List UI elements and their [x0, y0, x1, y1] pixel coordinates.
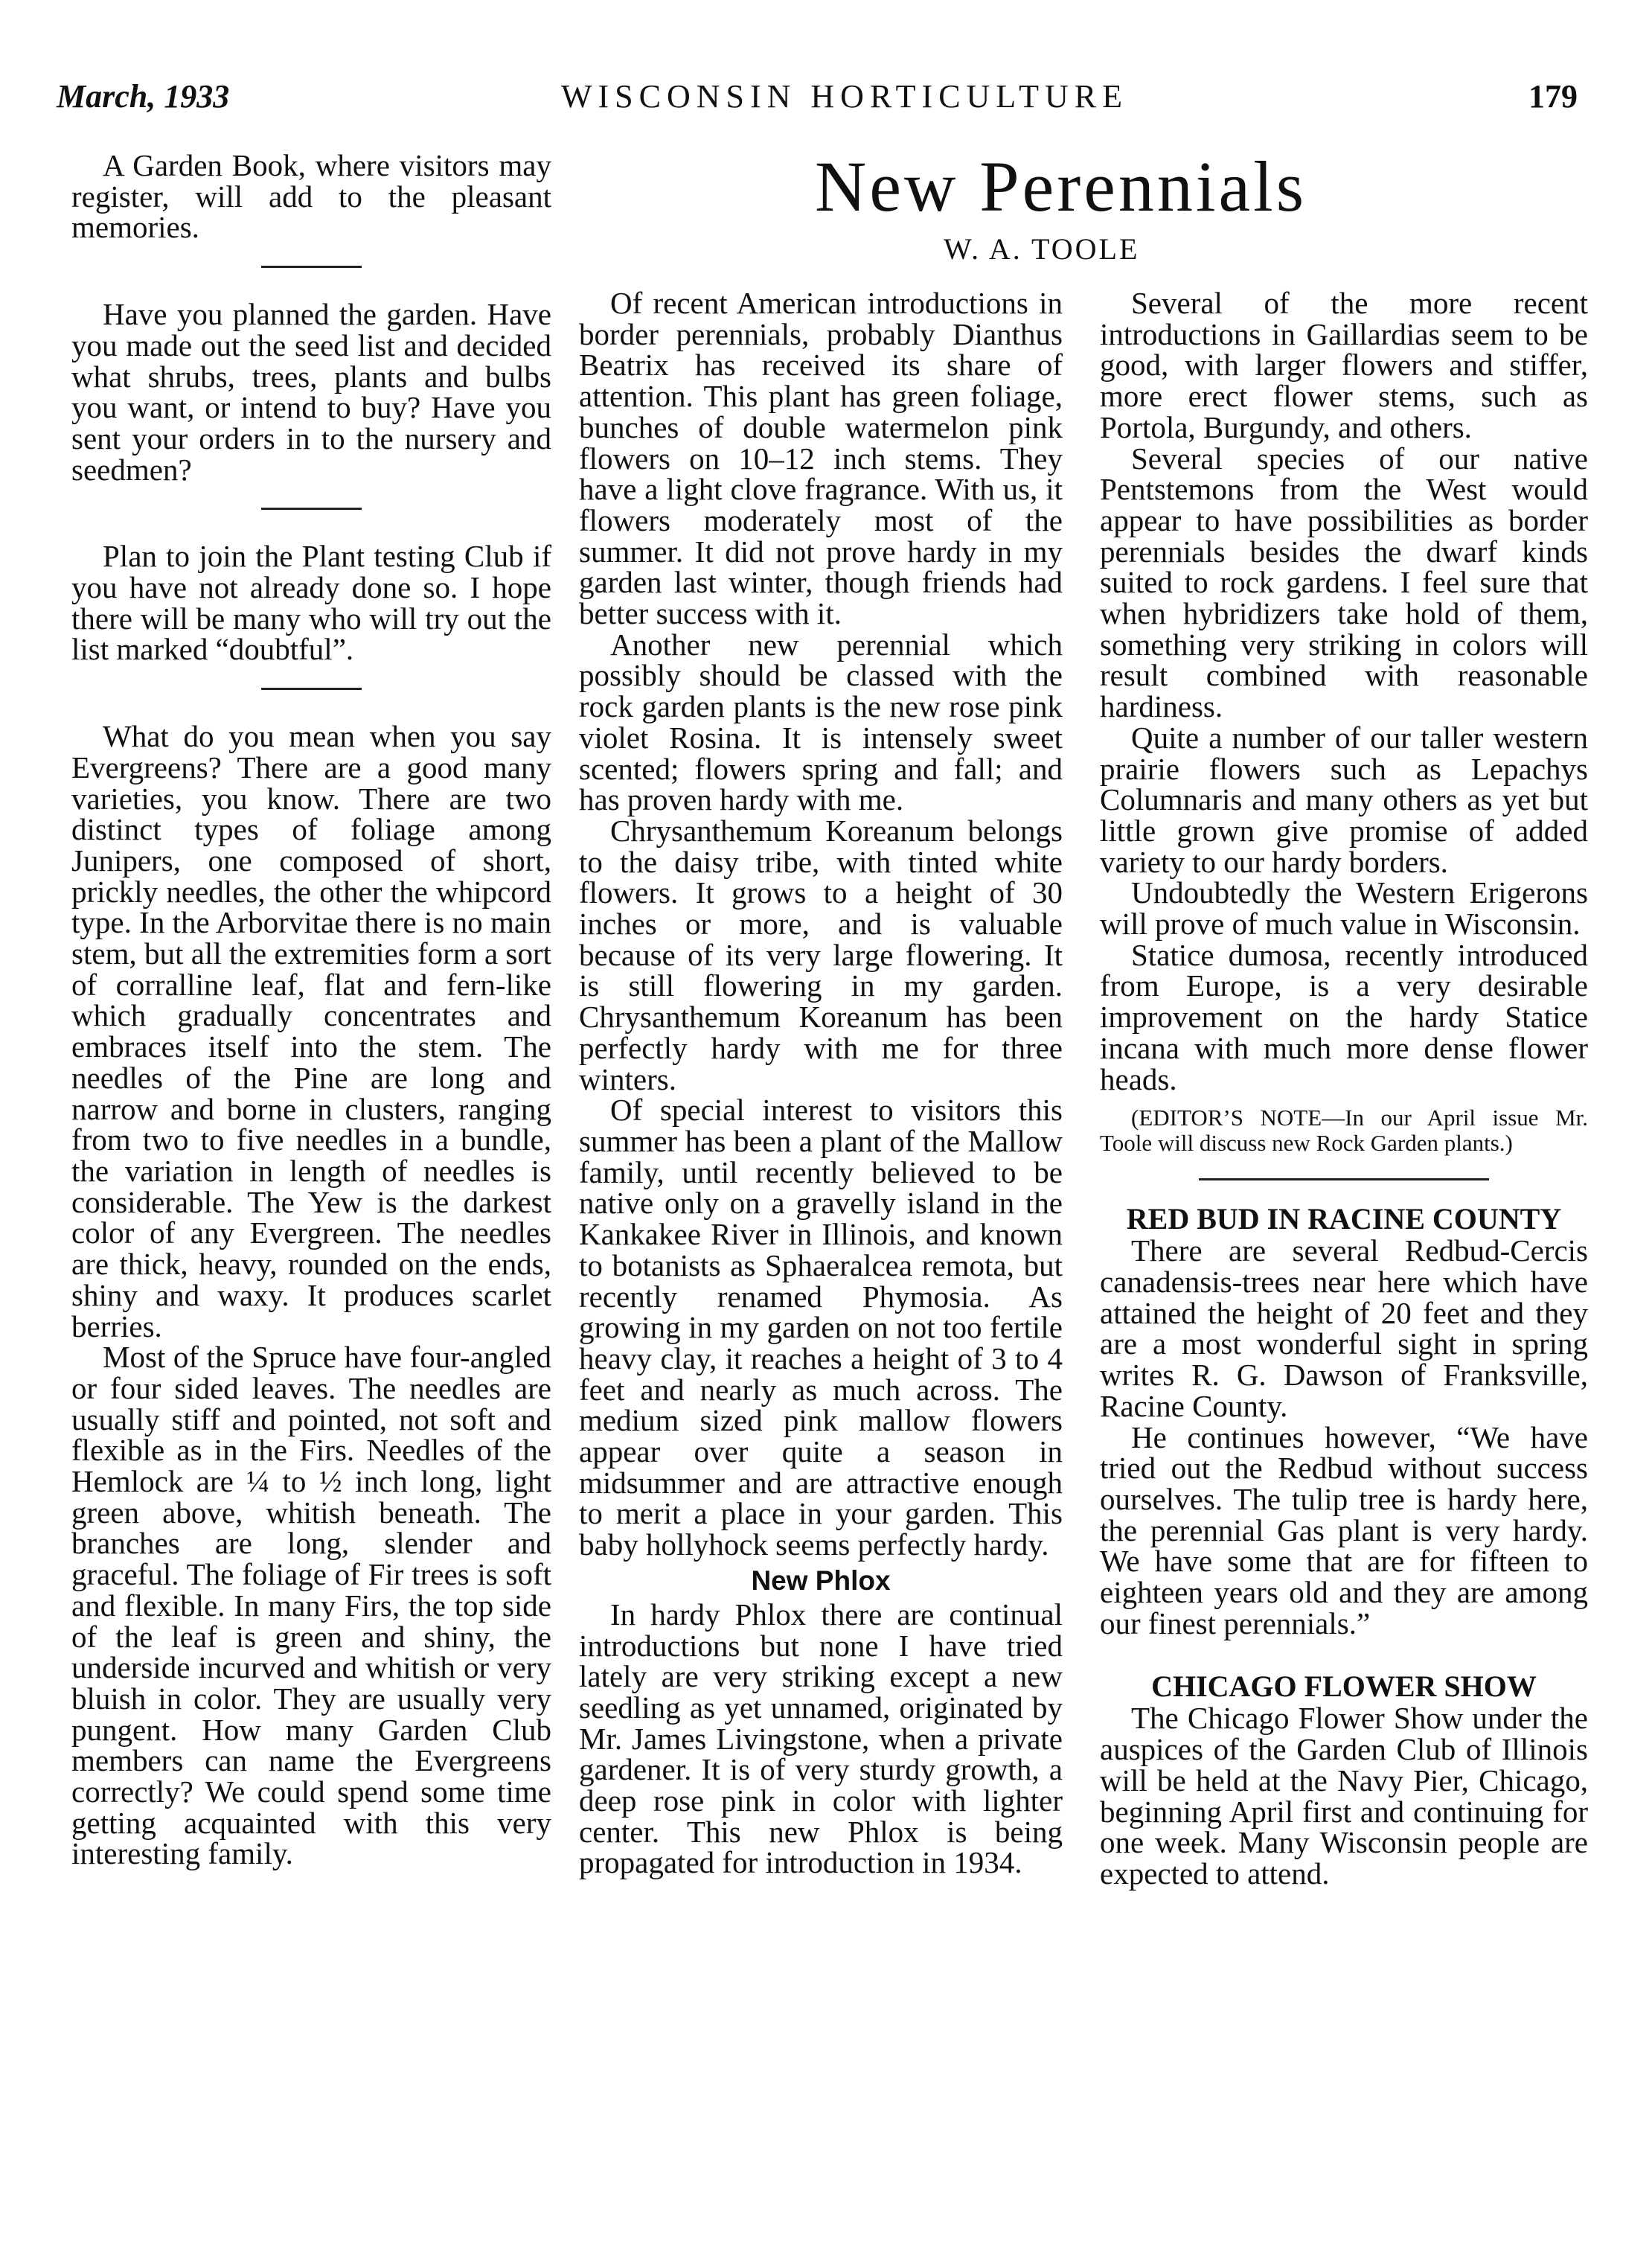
red-bud-paragraph: There are several Redbud-Cercis canadensis-trees near here which have attained the height of 20 feet and they are a most wonderful sight in spring writes R. G. Dawson of Franksville, Racine County. — [1100, 1233, 1588, 1423]
new-phlox-subheading: New Phlox — [751, 1565, 891, 1596]
dianthus-paragraph: Of recent American introductions in border perennials, probably Dianthus Beatrix has received its share of attention. This plant has green foliage, bunches of double watermelon pink flowers on 10–12 inch stems. They have a light clove fragrance. With us, it flowers moderately most of the summer. It did not prove hardy in my garden last winter, though friends had better success with it. — [579, 286, 1063, 631]
editors-note: (EDITOR’S NOTE—In our April issue Mr. Toole will discuss new Rock Garden plants.) — [1100, 1105, 1588, 1157]
erigerons-paragraph: Undoubtedly the Western Erigerons will prove of much value in Wisconsin. — [1100, 875, 1588, 942]
divider — [261, 688, 362, 690]
prairie-flowers-paragraph: Quite a number of our taller western prairie flowers such as Lepachys Columnaris and many others as yet but little grown give promise of added variety to our hardy borders. — [1100, 720, 1588, 879]
left-column — [71, 150, 551, 1870]
middle-column — [579, 288, 1063, 1879]
divider — [261, 266, 362, 268]
gaillardia-paragraph: Several of the more recent introductions in Gaillardias seem to be good, with larger flowers and stiffer, more erect flower stems, such as Portola, Burgundy, and others. — [1100, 286, 1588, 444]
page-number: 179 — [1528, 78, 1578, 115]
divider — [261, 508, 362, 510]
right-column — [1100, 288, 1588, 1890]
red-bud-quote-paragraph: He continues however, “We have tried out the Redbud without success ourselves. The tulip tree is hardy here, the perennial Gas plant is very hardy. We have some that are for fifteen to eighteen years old and they are among our finest perennials.” — [1100, 1419, 1588, 1640]
mallow-paragraph: Of special interest to visitors this summer has been a plant of the Mallow family, until recently believed to be native only on a gravelly island in the Kankakee River in Illinois, and known to botanists as Sphaeralcea remota, but recently renamed Phymosia. As growing in my garden on not too fertile heavy clay, it reaches a height of 3 to 4 feet and nearly as much across. The medium sized pink mallow flowers appear over quite a season in midsummer and are attractive enough to merit a place in your garden. This baby hollyhock seems perfectly hardy. — [579, 1093, 1063, 1562]
spruce-paragraph: Most of the Spruce have four-angled or four sided leaves. The needles are usually stiff and pointed, not soft and flexible as in the Firs. Needles of the Hemlock are ¼ to ½ inch long, light green above, whitish beneath. The branches are long, slender and graceful. The foliage of Fir trees is soft and flexible. In many Firs, the top side of the leaf is green and shiny, the underside incurved and whitish or very bluish in color. They are usually very pungent. How many Garden Club members can name the Evergreens correctly? We could spend some time getting acquainted with this very interesting family. — [71, 1340, 551, 1871]
article-title: New Perennials — [815, 147, 1307, 226]
article-byline: W. A. TOOLE — [944, 232, 1140, 266]
phlox-paragraph: In hardy Phlox there are continual introductions but none I have tried lately are very striking except a new seedling as yet unnamed, originated by Mr. James Livingstone, when a private gardener. It is of very sturdy growth, a deep rose pink in color with lighter center. This new Phlox is being propagated for introduction in 1934. — [579, 1597, 1063, 1880]
statice-paragraph: Statice dumosa, recently introduced from Europe, is a very desirable improvement on the hardy Statice incana with much more dense flower heads. — [1100, 937, 1588, 1096]
journal-title: WISCONSIN HORTICULTURE — [560, 78, 1129, 115]
pentstemon-paragraph: Several species of our native Pentstemons from the West would appear to have possibilities as border perennials besides the dwarf kinds suited to rock gardens. I feel sure that when hybridizers take hold of them, something very striking in colors will result combined with reasonable hardiness. — [1100, 441, 1588, 724]
divider — [1199, 1178, 1489, 1180]
plant-testing-paragraph: Plan to join the Plant testing Club if you have not already done so. I hope there will be many who will try out the list marked “doubtful”. — [71, 539, 551, 667]
chrysanthemum-paragraph: Chrysanthemum Koreanum belongs to the daisy tribe, with tinted white flowers. It grows to a height of 30 inches or more, and is valuable because of its very large flowering. It is still flowering in my garden. Chrysanthemum Koreanum has been perfectly hardy with me for three winters. — [579, 813, 1063, 1096]
garden-book-paragraph: A Garden Book, where visitors may register, will add to the pleasant memories. — [71, 148, 551, 245]
issue-date: March, 1933 — [57, 78, 230, 115]
flower-show-heading: CHICAGO FLOWER SHOW — [1151, 1669, 1537, 1704]
red-bud-heading: RED BUD IN RACINE COUNTY — [1126, 1202, 1562, 1236]
plan-garden-paragraph: Have you planned the garden. Have you made out the seed list and decided what shrubs, trees, plants and bulbs you want, or intend to buy? Have you sent your orders in to the nursery and seedmen? — [71, 297, 551, 487]
flower-show-paragraph: The Chicago Flower Show under the auspices of the Garden Club of Illinois will be held at the Navy Pier, Chicago, beginning April first and continuing for one week. Many Wisconsin people are expected to attend. — [1100, 1701, 1588, 1891]
evergreens-paragraph: What do you mean when you say Evergreens? There are a good many varieties, you know. There are two distinct types of foliage among Junipers, one composed of short, prickly needles, the other the whipcord type. In the Arborvitae there is no main stem, but all the extremities form a sort of corralline leaf, flat and fern-like which gradually concentrates and embraces itself into the stem. The needles of the Pine are long and narrow and borne in clusters, ranging from two to five needles in a bundle, the variation in length of needles is considerable. The Yew is the darkest color of any Evergreen. The needles are thick, heavy, rounded on the ends, shiny and waxy. It produces scarlet berries. — [71, 719, 551, 1343]
rosina-paragraph: Another new perennial which possibly should be classed with the rock garden plants is the new rose pink violet Rosina. It is intensely sweet scented; flowers spring and fall; and has proven hardy with me. — [579, 627, 1063, 817]
